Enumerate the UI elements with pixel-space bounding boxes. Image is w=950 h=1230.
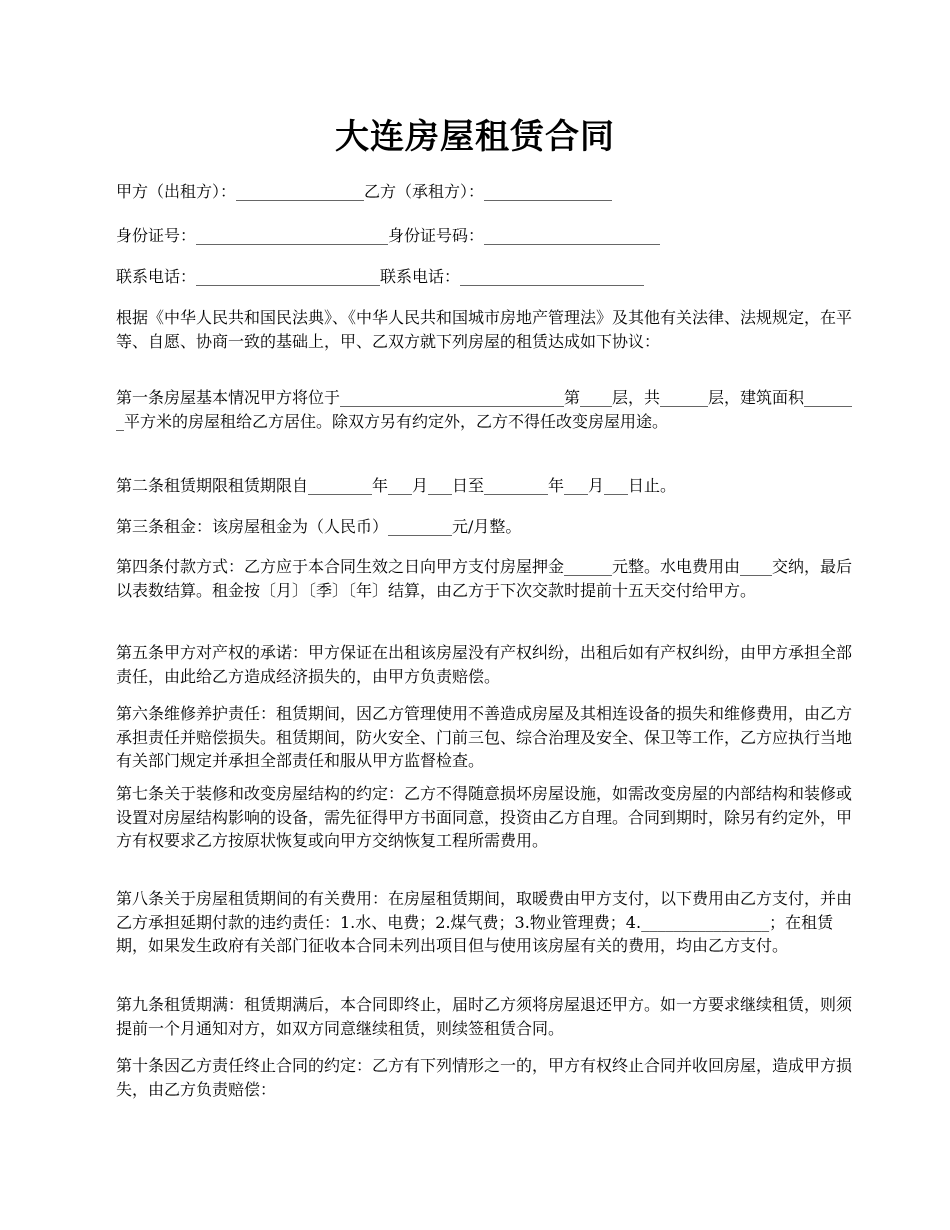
article-2-paragraph: 第二条租赁期限租赁期限自________年___月___日至________年___月___日止。 [116,476,677,495]
article-10-paragraph: 第十条因乙方责任终止合同的约定：乙方有下列情形之一的，甲方有权终止合同并收回房屋，造成甲方损失，由乙方负责赔偿： [116,1056,853,1099]
article-8-paragraph: 第八条关于房屋租赁期间的有关费用：在房屋租赁期间，取暖费由甲方支付，以下费用由乙方支付，并由乙方承担延期付款的违约责任：1.水、电费；2.煤气费；3.物业管理费；4.________________；在租赁期，如果发生政府有关部门征收本合同未列出项目但与使用该房屋有关的费用，均由乙方支付。 [116,889,853,955]
id-number-line: 身份证号：________________________身份证号码：______________________ [116,226,661,245]
party-names-line: 甲方（出租方）：________________乙方（承租方）：________________ [116,182,613,201]
preamble-paragraph: 根据《中华人民共和国民法典》、《中华人民共和国城市房地产管理法》及其他有关法律、法规规定，在平等、自愿、协商一致的基础上，甲、乙双方就下列房屋的租赁达成如下协议： [116,308,853,351]
article-7-paragraph: 第七条关于装修和改变房屋结构的约定：乙方不得随意损坏房屋设施，如需改变房屋的内部结构和装修或设置对房屋结构影响的设备，需先征得甲方书面同意，投资由乙方自理。合同到期时，除另有约定外，甲方有权要求乙方按原状恢复或向甲方交纳恢复工程所需费用。 [116,784,853,850]
article-3-paragraph: 第三条租金：该房屋租金为（人民币）________元/月整。 [116,517,522,536]
article-6-paragraph: 第六条维修养护责任：租赁期间，因乙方管理使用不善造成房屋及其相连设备的损失和维修费用，由乙方承担责任并赔偿损失。租赁期间，防火安全、门前三包、综合治理及安全、保卫等工作，乙方应执行当地有关部门规定并承担全部责任和服从甲方监督检查。 [116,704,853,770]
phone-line: 联系电话：_______________________联系电话：_______________________ [116,267,645,286]
document-title: 大连房屋租赁合同 [335,117,615,157]
article-9-paragraph: 第九条租赁期满：租赁期满后，本合同即终止，届时乙方须将房屋退还甲方。如一方要求继续租赁，则须提前一个月通知对方，如双方同意继续租赁，则续签租赁合同。 [116,995,853,1038]
article-4-paragraph: 第四条付款方式：乙方应于本合同生效之日向甲方支付房屋押金______元整。水电费用由____交纳，最后以表数结算。租金按〔月〕〔季〕〔年〕结算，由乙方于下次交款时提前十五天交付给甲方。 [116,557,853,600]
article-5-paragraph: 第五条甲方对产权的承诺：甲方保证在出租该房屋没有产权纠纷，出租后如有产权纠纷，由甲方承担全部责任，由此给乙方造成经济损失的，由甲方负责赔偿。 [116,643,853,686]
article-1-paragraph: 第一条房屋基本情况甲方将位于____________________________第____层，共______层，建筑面积_______平方米的房屋租给乙方居住。除双方另有约定外，乙方不得任改变房屋用途。 [116,388,853,431]
